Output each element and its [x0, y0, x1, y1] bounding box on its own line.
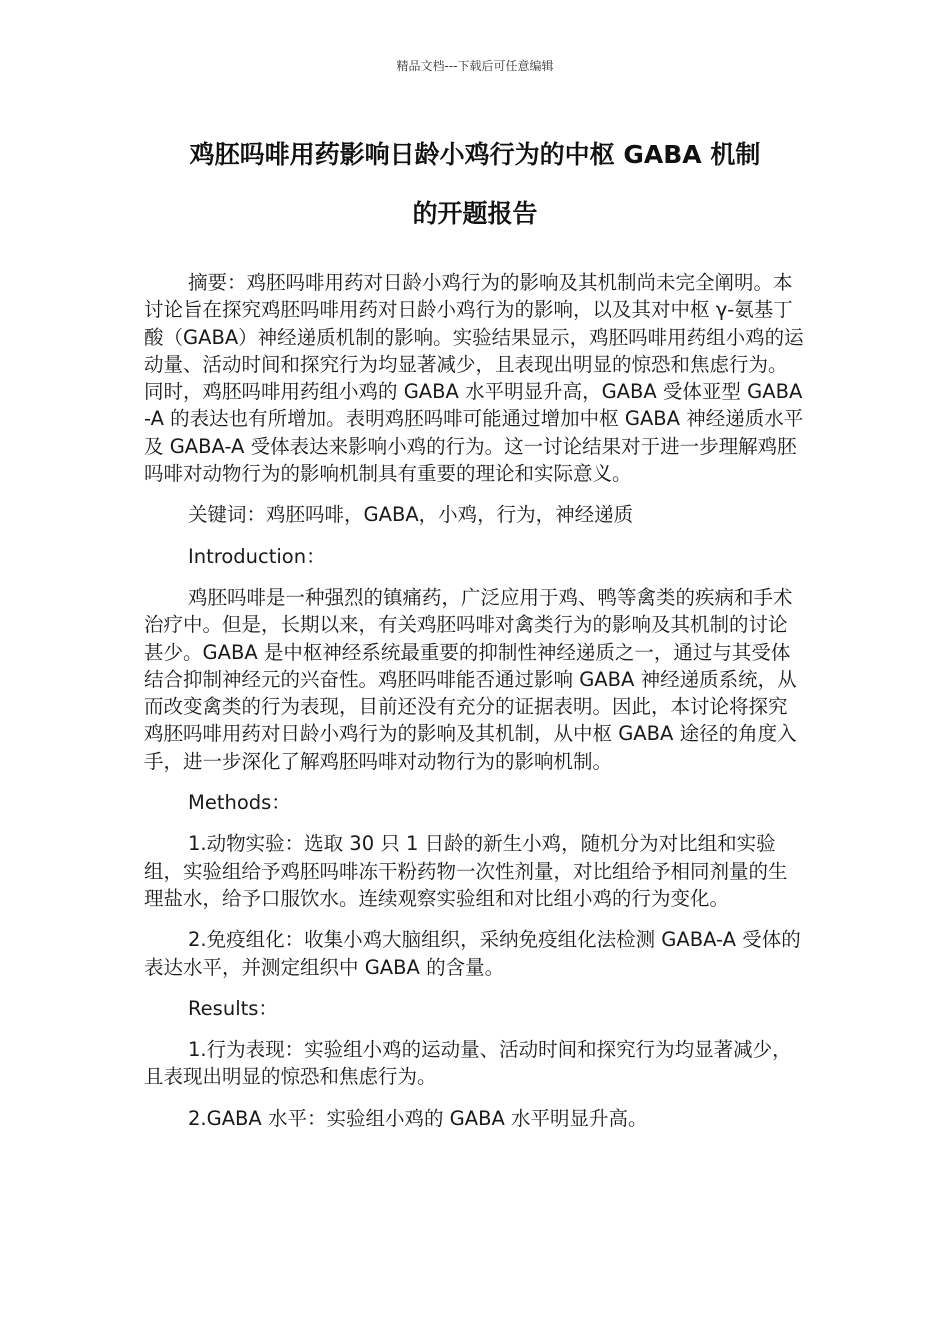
introduction-heading: Introduction：	[188, 544, 326, 568]
abstract-paragraph: 摘要：鸡胚吗啡用药对日龄小鸡行为的影响及其机制尚未完全阐明。本讨论旨在探究鸡胚吗啡用药对日龄小鸡行为的影响，以及其对中枢 γ-氨基丁酸（GABA）神经递质机制的影响。实验结果显示，鸡胚吗啡用药组小鸡的运动量、活动时间和探究行为均显著减少，且表现出明显的惊恐和焦虑行为。同时，鸡胚吗啡用药组小鸡的 GABA 水平明显升高，GABA 受体亚型 GABA-A 的表达也有所增加。表明鸡胚吗啡可能通过增加中枢 GABA 神经递质水平及 GABA-A 受体表达来影响小鸡的行为。这一讨论结果对于进一步理解鸡胚吗啡对动物行为的影响机制具有重要的理论和实际意义。	[144, 271, 804, 486]
methods-heading: Methods：	[188, 791, 291, 815]
methods-item-2: 2.免疫组化：收集小鸡大脑组织，采纳免疫组化法检测 GABA-A 受体的表达水平，并测定组织中 GABA 的含量。	[144, 928, 801, 979]
results-item-2: 2.GABA 水平：实验组小鸡的 GABA 水平明显升高。	[188, 1106, 648, 1130]
introduction-paragraph: 鸡胚吗啡是一种强烈的镇痛药，广泛应用于鸡、鸭等禽类的疾病和手术治疗中。但是，长期以来，有关鸡胚吗啡对禽类行为的影响及其机制的讨论甚少。GABA 是中枢神经系统最重要的抑制性神经递质之一，通过与其受体结合抑制神经元的兴奋性。鸡胚吗啡能否通过影响 GABA 神经递质系统，从而改变禽类的行为表现，目前还没有充分的证据表明。因此，本讨论将探究鸡胚吗啡用药对日龄小鸡行为的影响及其机制，从中枢 GABA 途径的角度入手，进一步深化了解鸡胚吗啡对动物行为的影响机制。	[144, 585, 797, 773]
keywords-paragraph: 关键词：鸡胚吗啡，GABA，小鸡，行为，神经递质	[188, 503, 634, 527]
results-heading: Results：	[188, 996, 278, 1020]
page-header: 精品文档---下载后可任意编辑	[396, 59, 554, 73]
title-line-1: 鸡胚吗啡用药影响日龄小鸡行为的中枢 GABA 机制	[189, 140, 761, 169]
document-title	[130, 132, 820, 237]
methods-item-1: 1.动物实验：选取 30 只 1 日龄的新生小鸡，随机分为对比组和实验组，实验组给予鸡胚吗啡冻干粉药物一次性剂量，对比组给予相同剂量的生理盐水，给予口服饮水。连续观察实验组和对比组小鸡的行为变化。	[144, 832, 788, 910]
title-line-2: 的开题报告	[412, 199, 538, 228]
results-item-1: 1.行为表现：实验组小鸡的运动量、活动时间和探究行为均显著减少，且表现出明显的惊恐和焦虑行为。	[144, 1038, 792, 1089]
document-body	[144, 269, 806, 1146]
